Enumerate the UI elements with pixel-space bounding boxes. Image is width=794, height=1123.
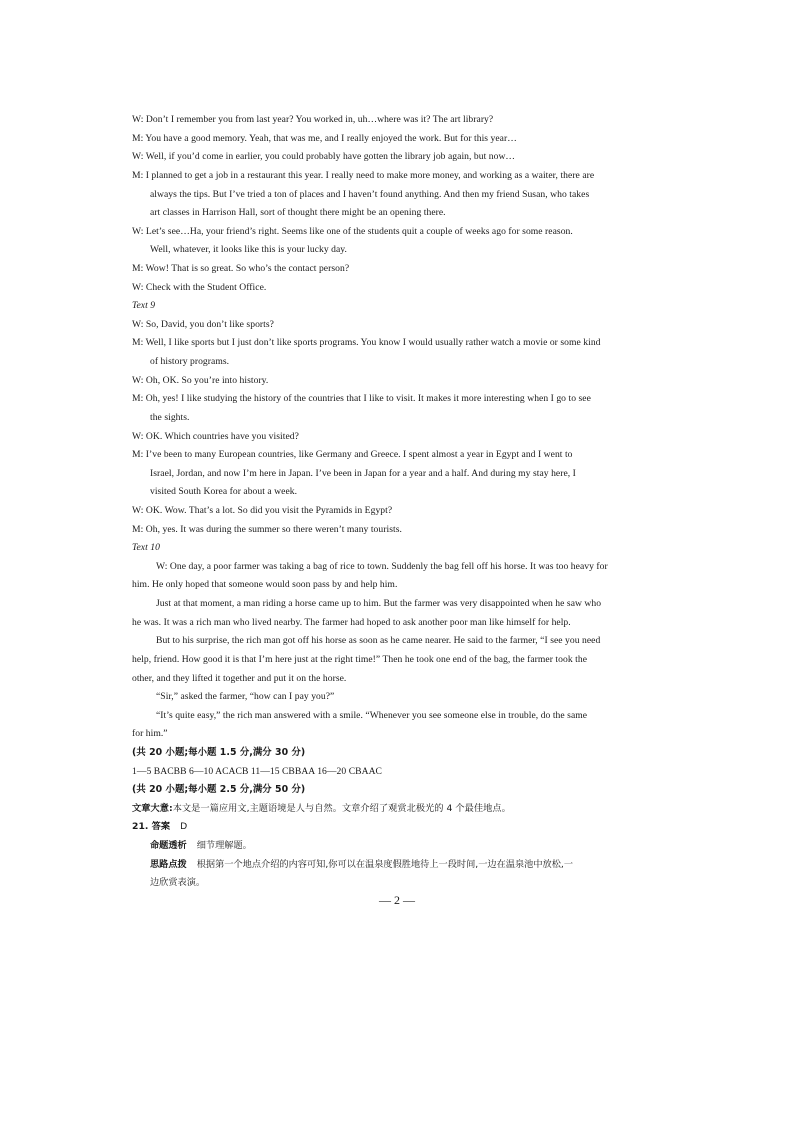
dialogue-line: of history programs. <box>150 356 230 367</box>
dialogue-line: always the tips. But I’ve tried a ton of places and I haven’t found anything. And then my friend Susan, who takes <box>150 189 590 200</box>
dialogue-line: M: I’ve been to many European countries, like Germany and Greece. I spent almost a year in Egypt and I went to <box>132 449 573 460</box>
dialogue-line: Well, whatever, it looks like this is your lucky day. <box>150 244 347 255</box>
answer-label: 21. 答案 <box>132 821 171 832</box>
analysis-line <box>150 840 252 852</box>
hint-line <box>150 859 573 871</box>
passage-line: “Sir,” asked the farmer, “how can I pay you?” <box>156 691 335 702</box>
hint-text: 根据第一个地点介绍的内容可知,你可以在温泉度假胜地待上一段时间,一边在温泉池中放松,一 <box>196 859 574 870</box>
dialogue-line: M: Wow! That is so great. So who’s the contact person? <box>132 263 350 274</box>
answer-key-line: 1—5 BACBB 6—10 ACACB 11—15 CBBAA 16—20 CBAAC <box>132 766 382 777</box>
dialogue-line: W: Don’t I remember you from last year? You worked in, uh…where was it? The art library? <box>132 114 494 125</box>
dialogue-line: Israel, Jordan, and now I’m here in Japan. I’ve been in Japan for a year and a half. And during my stay here, I <box>150 468 576 479</box>
hint-label: 思路点拨 <box>150 859 187 870</box>
answer-line <box>132 821 664 833</box>
section-heading-text-10: Text 10 <box>132 542 160 553</box>
hint-continuation: 边欣赏表演。 <box>150 877 206 888</box>
summary-line <box>132 803 664 815</box>
dialogue-line: M: You have a good memory. Yeah, that was me, and I really enjoyed the work. But for this year… <box>132 133 517 144</box>
dialogue-line: M: Oh, yes. It was during the summer so there weren’t many tourists. <box>132 524 402 535</box>
section-heading-listening: (共 20 小题;每小题 1.5 分,满分 30 分) <box>132 747 306 758</box>
passage-line: “It’s quite easy,” the rich man answered with a smile. “Whenever you see someone else in trouble, do the same <box>156 710 588 721</box>
passage-line: Just at that moment, a man riding a horse came up to him. But the farmer was very disappointed when he saw who <box>156 598 602 609</box>
dialogue-line: W: Let’s see…Ha, your friend’s right. Seems like one of the students quit a couple of weeks ago for some reason. <box>132 226 573 237</box>
section-heading-text-9: Text 9 <box>132 300 156 311</box>
passage-line: him. He only hoped that someone would soon pass by and help him. <box>132 579 398 590</box>
dialogue-line: W: Check with the Student Office. <box>132 282 267 293</box>
passage-line: for him.” <box>132 728 168 739</box>
summary-text: 本文是一篇应用文,主题语境是人与自然。文章介绍了观赏北极光的 4 个最佳地点。 <box>172 803 511 814</box>
dialogue-line: W: OK. Which countries have you visited? <box>132 431 299 442</box>
dialogue-line: the sights. <box>150 412 190 423</box>
dialogue-line: W: So, David, you don’t like sports? <box>132 319 274 330</box>
dialogue-line: M: Well, I like sports but I just don’t like sports programs. You know I would usually rather watch a movie or some kind <box>132 337 601 348</box>
dialogue-line: visited South Korea for about a week. <box>150 486 298 497</box>
summary-label: 文章大意: <box>132 803 173 814</box>
dialogue-line: M: Oh, yes! I like studying the history of the countries that I like to visit. It makes it more interesting when I go to see <box>132 393 591 404</box>
dialogue-line: M: I planned to get a job in a restaurant this year. I really need to make more money, and working as a waiter, there are <box>132 170 595 181</box>
passage-line: other, and they lifted it together and put it on the horse. <box>132 673 347 684</box>
passage-line: But to his surprise, the rich man got off his horse as soon as he came nearer. He said to the farmer, “I see you need <box>156 635 601 646</box>
passage-line: help, friend. How good it is that I’m here just at the right time!” Then he took one end of the bag, the farmer took the <box>132 654 588 665</box>
dialogue-line: W: OK. Wow. That’s a lot. So did you visit the Pyramids in Egypt? <box>132 505 393 516</box>
passage-line: he was. It was a rich man who lived nearby. The farmer had hoped to ask another poor man like himself for help. <box>132 617 571 628</box>
section-heading-reading: (共 20 小题;每小题 2.5 分,满分 50 分) <box>132 784 306 795</box>
analysis-label: 命题透析 <box>150 840 187 851</box>
analysis-text: 细节理解题。 <box>196 840 252 851</box>
answer-value: D <box>180 821 188 832</box>
page-number: — 2 — <box>379 893 415 907</box>
passage-line: W: One day, a poor farmer was taking a bag of rice to town. Suddenly the bag fell off his horse. It was too heavy for <box>156 561 608 572</box>
dialogue-line: W: Oh, OK. So you’re into history. <box>132 375 269 386</box>
dialogue-line: art classes in Harrison Hall, sort of thought there might be an opening there. <box>150 207 446 218</box>
dialogue-line: W: Well, if you’d come in earlier, you could probably have gotten the library job again, but now… <box>132 151 516 162</box>
